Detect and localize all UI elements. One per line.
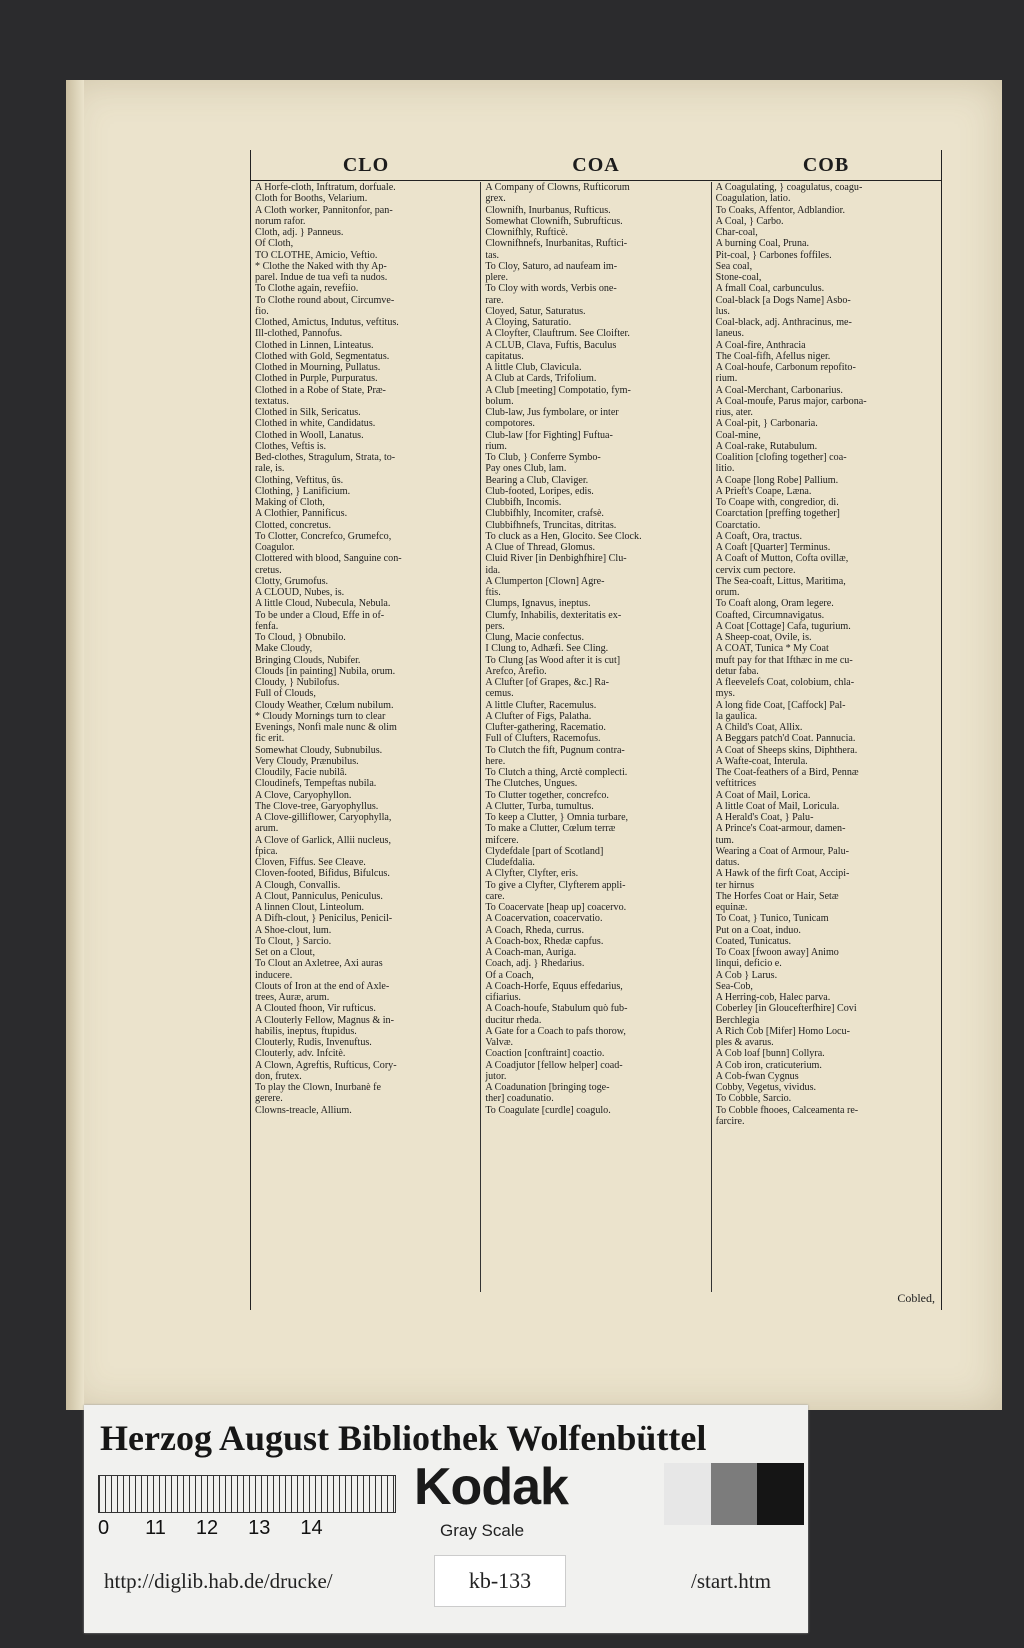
dictionary-entry-line: Berchlegia <box>715 1014 760 1026</box>
ruler-numbers <box>98 1517 398 1540</box>
dictionary-entry-line: Somewhat Cloudy, Subnubilus. <box>255 744 383 756</box>
dictionary-entry-line: A Coadunation [bringing toge- <box>485 1082 610 1093</box>
dictionary-entry-line: Bearing a Club, Claviger. <box>485 474 589 486</box>
dictionary-entry-line: rium. <box>485 440 507 452</box>
dictionary-entry-line: Cloudy, } Nubilofus. <box>255 677 340 688</box>
dictionary-entry-line: Cloudily, Facie nubilâ. <box>255 767 347 778</box>
dictionary-entry-line: Clouds [in painting] Nubila, orum. <box>255 665 396 677</box>
gray-swatches <box>664 1463 804 1525</box>
dictionary-entry-line: Coated, Tunicatus. <box>715 935 792 947</box>
dictionary-entry-line: A Clove-gilliflower, Caryophylla, <box>255 812 392 823</box>
dictionary-entry-line: fenfa. <box>255 620 279 632</box>
dictionary-entry-line: ther] coadunatio. <box>485 1093 554 1105</box>
dictionary-entry-line: A Prince's Coat-armour, damen- <box>715 823 846 835</box>
dictionary-entry-line: Make Cloudy, <box>255 643 313 655</box>
running-head-coa: COA <box>572 154 620 176</box>
dictionary-entry-line: To Coax [fwoon away] Animo <box>715 947 839 958</box>
dictionary-entry-line: A Clufter [of Grapes, &c.] Ra- <box>485 677 609 688</box>
dictionary-entry-line: To Cloy, Saturo, ad naufeam im- <box>485 260 618 272</box>
dictionary-entry-line: Clothed in Wooll, Lanatus. <box>255 429 364 441</box>
dictionary-entry-line: A Herald's Coat, } Palu- <box>715 812 814 823</box>
dictionary-entry-line: Making of Cloth, <box>255 497 325 508</box>
dictionary-entry-line: tas. <box>485 249 500 261</box>
dictionary-entry-line: A Coagulating, } coagulatus, coagu- <box>715 182 863 193</box>
dictionary-text-block <box>250 150 942 1310</box>
dictionary-entry-line: A Horfe-cloth, Inftratum, dorfuale. <box>255 182 396 193</box>
dictionary-entry-line: Cluid River [in Denbighfhire] Clu- <box>485 553 627 565</box>
dictionary-entry-line: A Coach, Rheda, currus. <box>485 924 584 936</box>
dictionary-entry-line: mys. <box>715 688 736 700</box>
dictionary-entry-line: Clung, Macie confectus. <box>485 632 584 643</box>
dictionary-entry-line: To Clung [as Wood after it is cut] <box>485 654 621 666</box>
dictionary-entry-line: mifcere. <box>485 834 519 846</box>
dictionary-entry-line: A Coal-moufe, Parus major, carbona- <box>715 395 867 407</box>
dictionary-entry-line: Coaction [conftraint] coactio. <box>485 1048 605 1060</box>
dictionary-entry-line: A Coach-Horfe, Equus effedarius, <box>485 980 623 992</box>
dictionary-entry-line: here. <box>485 755 506 767</box>
dictionary-entry-line: A Child's Coat, Allix. <box>715 722 803 733</box>
dictionary-entry-line: Coal-black, adj. Anthracinus, me- <box>715 317 852 328</box>
dictionary-entry-line: Clubbifhly, Incomiter, crafsè. <box>485 508 604 520</box>
dictionary-entry-line: A little Coat of Mail, Loricula. <box>715 800 840 812</box>
dictionary-entry-line: Cloth for Booths, Velarium. <box>255 193 368 205</box>
dictionary-entry-line: tum. <box>715 834 734 846</box>
dictionary-entry-line: la gaulica. <box>715 710 758 722</box>
dictionary-entry-line: To Coacervate [heap up] coacervo. <box>485 902 627 913</box>
dictionary-entry-line: To Clothe again, revefiio. <box>255 283 359 295</box>
dictionary-entry-line: Set on a Clout, <box>255 947 316 958</box>
dictionary-entry-line: A Coadjutor [fellow helper] coad- <box>485 1059 623 1071</box>
dictionary-entry-line: veftitrices <box>715 778 757 790</box>
dictionary-entry-line: Clothed in Purple, Purpuratus. <box>255 373 378 385</box>
dictionary-entry-line: Put on a Coat, induo. <box>715 924 801 936</box>
swatch-light <box>664 1463 711 1525</box>
ruler-number: 11 <box>145 1517 166 1539</box>
dictionary-entry-line: To Coaft along, Oram legere. <box>715 598 834 610</box>
dictionary-entry-line: A Clothier, Pannificus. <box>255 508 348 520</box>
dictionary-entry-line: Of a Coach, <box>485 969 534 981</box>
dictionary-entry-line: A Coat of Mail, Lorica. <box>715 789 811 801</box>
dictionary-entry-line: Clumfy, Inhabilis, dexteritatis ex- <box>485 609 622 621</box>
shelfmark: kb-133 <box>434 1555 566 1607</box>
dictionary-entry-line: A Coal-rake, Rutabulum. <box>715 440 818 452</box>
dictionary-entry-line: A Clouterly Fellow, Magnus & in- <box>255 1014 394 1026</box>
column-clo <box>251 182 480 1292</box>
dictionary-entry-line: lus. <box>715 305 730 317</box>
dictionary-entry-line: Clothing, Veftitus, ûs. <box>255 474 344 486</box>
dictionary-entry-line: To Coape with, congredior, di. <box>715 497 839 508</box>
dictionary-entry-line: Pay ones Club, lam. <box>485 463 567 475</box>
dictionary-entry-line: To be under a Cloud, Effe in of- <box>255 609 385 621</box>
dictionary-entry-line: trees, Auræ, arum. <box>255 992 330 1003</box>
dictionary-entry-line: Coagulation, latio. <box>715 193 791 205</box>
dictionary-entry-line: pers. <box>485 620 505 632</box>
dictionary-entry-line: Somewhat Clownifh, Subrufticus. <box>485 215 623 227</box>
dictionary-entry-line: bolum. <box>485 395 514 407</box>
dictionary-entry-line: A Coaft, Ora, tractus. <box>715 530 802 542</box>
dictionary-entry-line: A Herring-cob, Halec parva. <box>715 992 831 1003</box>
dictionary-entry-line: Clownifhly, Rufticè. <box>485 227 568 238</box>
dictionary-entry-line: cemus. <box>485 688 514 700</box>
dictionary-entry-line: ftis. <box>485 587 501 598</box>
dictionary-entry-line: Clouterly, adv. Infcitè. <box>255 1048 346 1060</box>
dictionary-entry-line: Clubbifhnefs, Truncitas, ditritas. <box>485 519 617 531</box>
dictionary-entry-line: To Cloud, } Obnubilo. <box>255 632 346 643</box>
dictionary-entry-line: To make a Clutter, Cœlum terræ <box>485 823 616 835</box>
dictionary-entry-line: jutor. <box>485 1070 507 1082</box>
dictionary-entry-line: Wearing a Coat of Armour, Palu- <box>715 845 849 857</box>
dictionary-entry-line: Clothes, Veftis is. <box>255 440 327 452</box>
dictionary-entry-line: Club-footed, Loripes, edis. <box>485 485 594 497</box>
dictionary-entry-line: Coalition [clofing together] coa- <box>715 452 847 463</box>
dictionary-columns <box>251 182 941 1292</box>
dictionary-entry-line: A Coaft of Mutton, Cofta ovillæ, <box>715 553 849 565</box>
dictionary-entry-line: textatus. <box>255 395 289 407</box>
dictionary-entry-line: A Clove of Garlick, Allii nucleus, <box>255 834 391 846</box>
dictionary-entry-line: To Cobble fhooes, Calceamenta re- <box>715 1104 859 1116</box>
dictionary-entry-line: A Coal, } Carbo. <box>715 215 784 227</box>
dictionary-entry-line: farcire. <box>715 1115 745 1127</box>
dictionary-entry-line: linqui, deficio e. <box>715 958 782 970</box>
dictionary-entry-line: A Clutter, Turba, tumultus. <box>485 800 594 812</box>
dictionary-entry-line: The Clove-tree, Garyophyllus. <box>255 800 379 812</box>
dictionary-entry-line: To play the Clown, Inurbanè fe <box>255 1082 381 1093</box>
dictionary-entry-line: To keep a Clutter, } Omnia turbare, <box>485 812 629 823</box>
dictionary-entry-line: A Coach-man, Auriga. <box>485 947 577 958</box>
dictionary-entry-line: fpica. <box>255 845 278 857</box>
column-coa <box>480 182 710 1292</box>
dictionary-entry-line: TO CLOTHE, Amicio, Veftio. <box>255 249 378 261</box>
dictionary-entry-line: Cobby, Vegetus, vividus. <box>715 1082 817 1093</box>
dictionary-entry-line: To Cloy with words, Verbis one- <box>485 283 617 295</box>
dictionary-entry-line: A Sheep-coat, Ovile, is. <box>715 632 812 643</box>
dictionary-entry-line: ida. <box>485 564 501 576</box>
dictionary-entry-line: A Coat [Cottage] Cafa, tugurium. <box>715 620 851 632</box>
dictionary-entry-line: To Coagulate [curdle] coagulo. <box>485 1104 611 1116</box>
dictionary-entry-line: A Clout, Panniculus, Peniculus. <box>255 890 383 902</box>
dictionary-entry-line: A Clue of Thread, Glomus. <box>485 542 596 553</box>
swatch-dark <box>757 1463 804 1525</box>
dictionary-entry-line: A Coal-pit, } Carbonaria. <box>715 418 818 430</box>
dictionary-entry-line: A little Club, Clavicula. <box>485 362 582 373</box>
dictionary-entry-line: Coagulor. <box>255 542 295 553</box>
dictionary-entry-line: Ill-clothed, Pannofus. <box>255 328 343 340</box>
dictionary-entry-line: rale, is. <box>255 463 285 475</box>
dictionary-entry-line: Clottered with blood, Sanguine con- <box>255 553 402 565</box>
dictionary-entry-line: habilis, ineptus, ftupidus. <box>255 1025 357 1037</box>
dictionary-entry-line: A Coaft [Quarter] Terminus. <box>715 542 831 553</box>
dictionary-entry-line: To Coat, } Tunico, Tunicam <box>715 913 829 925</box>
dictionary-entry-line: The Clutches, Ungues. <box>485 778 578 790</box>
dictionary-entry-line: A Cob } Larus. <box>715 969 778 981</box>
dictionary-entry-line: A Coach-box, Rhedæ capfus. <box>485 935 604 947</box>
dictionary-entry-line: Coafted, Circumnavigatus. <box>715 609 825 621</box>
dictionary-entry-line: Cloven, Fiffus. See Cleave. <box>255 857 366 868</box>
dictionary-entry-line: Coarctation [preffing together] <box>715 508 840 520</box>
dictionary-entry-line: A Prieft's Coape, Læna. <box>715 485 812 497</box>
dictionary-entry-line: Cloudy Weather, Cœlum nubilum. <box>255 699 394 711</box>
dictionary-entry-line: Arefco, Arefio. <box>485 665 547 677</box>
dictionary-entry-line: Char-coal, <box>715 227 758 238</box>
dictionary-entry-line: don, frutex. <box>255 1070 302 1082</box>
dictionary-entry-line: Sea coal, <box>715 260 753 272</box>
dictionary-entry-line: orum. <box>715 587 740 598</box>
dictionary-entry-line: compotores. <box>485 418 535 430</box>
dictionary-entry-line: A Cloth worker, Pannitonfor, pan- <box>255 204 393 216</box>
dictionary-entry-line: Clothed, Amictus, Indutus, veftitus. <box>255 317 399 328</box>
dictionary-entry-line: A Cob loaf [bunn] Collyra. <box>715 1048 825 1060</box>
dictionary-entry-line: A long fide Coat, [Caffock] Pal- <box>715 699 846 711</box>
dictionary-entry-line: * Cloudy Mornings turn to clear <box>255 710 386 722</box>
dictionary-entry-line: Clubbifh, Incomis. <box>485 497 562 508</box>
dictionary-entry-line: fic erit. <box>255 733 285 745</box>
url-suffix: /start.htm <box>691 1569 771 1593</box>
dictionary-entry-line: I Clung to, Adhæfi. See Cling. <box>485 643 609 655</box>
dictionary-entry-line: Cloyed, Satur, Saturatus. <box>485 305 586 317</box>
dictionary-entry-line: laneus. <box>715 328 744 340</box>
catchword: Cobled, <box>897 1291 935 1305</box>
column-cob <box>711 182 941 1292</box>
dictionary-entry-line: Clownifhnefs, Inurbanitas, Ruftici- <box>485 238 628 250</box>
dictionary-entry-line: cifiarius. <box>485 992 521 1003</box>
dictionary-entry-line: A COAT, Tunica * My Coat <box>715 643 829 655</box>
dictionary-entry-line: A Coat of Sheeps skins, Diphthera. <box>715 744 858 756</box>
dictionary-entry-line: Clotty, Grumofus. <box>255 575 329 587</box>
dictionary-entry-line: A Coacervation, coacervatio. <box>485 913 603 925</box>
dictionary-entry-line: Clothed in white, Candidatus. <box>255 418 376 430</box>
dictionary-entry-line: A Wafte-coat, Interula. <box>715 755 808 767</box>
dictionary-entry-line: Clothing, } Lanificium. <box>255 485 351 497</box>
dictionary-entry-line: The Sea-coaft, Littus, Maritima, <box>715 575 846 587</box>
dictionary-entry-line: To Clout, } Sarcio. <box>255 935 332 947</box>
dictionary-entry-line: muft pay for that Ifthæc in me cu- <box>715 654 853 666</box>
dictionary-entry-line: rius, ater. <box>715 407 753 418</box>
dictionary-entry-line: capitatus. <box>485 350 524 362</box>
dictionary-entry-line: A Cloying, Saturatio. <box>485 317 572 328</box>
dictionary-entry-line: Stone-coal, <box>715 272 762 283</box>
dictionary-entry-line: Coal-mine, <box>715 429 761 441</box>
dictionary-entry-line: A fmall Coal, carbunculus. <box>715 283 825 295</box>
color-scale-card <box>84 1405 808 1633</box>
dictionary-entry-line: ter hirnus <box>715 879 755 891</box>
dictionary-entry-line: A Clufter of Figs, Palatha. <box>485 710 592 722</box>
dictionary-entry-line: A little Cloud, Nubecula, Nebula. <box>255 598 391 610</box>
dictionary-entry-line: Club-law [for Fighting] Fuftua- <box>485 429 613 441</box>
dictionary-entry-line: A linnen Clout, Linteolum. <box>255 902 365 913</box>
dictionary-entry-line: To Clutch the fift, Pugnum contra- <box>485 744 625 756</box>
dictionary-entry-line: A Clyfter, Clyfter, eris. <box>485 868 579 880</box>
dictionary-entry-line: Cloudinefs, Tempeftas nubila. <box>255 778 377 790</box>
dictionary-entry-line: parel. Indue de tua vefi ta nudos. <box>255 272 388 283</box>
measuring-ruler <box>98 1475 396 1513</box>
dictionary-entry-line: gerere. <box>255 1093 283 1105</box>
dictionary-entry-line: A Shoe-clout, lum. <box>255 924 332 936</box>
dictionary-entry-line: A Beggars patch'd Coat. Pannucia. <box>715 733 856 745</box>
dictionary-entry-line: A Clouted fhoon, Vir rufticus. <box>255 1003 376 1015</box>
dictionary-entry-line: plere. <box>485 272 509 283</box>
dictionary-entry-line: A CLOUD, Nubes, is. <box>255 587 345 598</box>
dictionary-entry-line: cervix cum pectore. <box>715 564 796 576</box>
dictionary-entry-line: Clufter-gathering, Racematio. <box>485 722 606 733</box>
dictionary-entry-line: A CLUB, Clava, Fuftis, Baculus <box>485 339 617 351</box>
dictionary-entry-line: Clydefdale [part of Scotland] <box>485 845 604 857</box>
dictionary-entry-line: A Club [meeting] Compotatio, fym- <box>485 384 631 396</box>
dictionary-entry-line: Clouts of Iron at the end of Axle- <box>255 980 390 992</box>
dictionary-entry-line: litio. <box>715 463 735 475</box>
dictionary-entry-line: A Coal-houfe, Carbonum repofito- <box>715 362 856 373</box>
dictionary-entry-line: Of Cloth, <box>255 238 294 250</box>
dictionary-entry-line: Bringing Clouds, Nubifer. <box>255 654 361 666</box>
dictionary-entry-line: Clothed in Mourning, Pullatus. <box>255 362 381 373</box>
dictionary-entry-line: To Clutter together, concrefco. <box>485 789 609 801</box>
dictionary-entry-line: To Clutch a thing, Arctè complecti. <box>485 767 628 778</box>
kodak-logo: Kodak <box>414 1458 568 1516</box>
dictionary-entry-line: Clotted, concretus. <box>255 519 331 531</box>
dictionary-entry-line: arum. <box>255 823 279 835</box>
dictionary-entry-line: Evenings, Nonfi male nunc & olim <box>255 722 397 733</box>
running-head-clo: CLO <box>342 154 390 176</box>
dictionary-entry-line: fio. <box>255 305 269 317</box>
dictionary-entry-line: Club-law, Jus fymbolare, or inter <box>485 407 619 418</box>
dictionary-entry-line: To give a Clyfter, Clyfterem appli- <box>485 879 626 891</box>
dictionary-entry-line: The Coat-feathers of a Bird, Pennæ <box>715 767 859 778</box>
dictionary-entry-line: Clothed in Silk, Sericatus. <box>255 407 361 418</box>
dictionary-entry-line: cretus. <box>255 564 282 576</box>
ruler-number: 13 <box>248 1517 271 1539</box>
dictionary-entry-line: datus. <box>715 857 740 868</box>
url-prefix: http://diglib.hab.de/drucke/ <box>104 1569 333 1593</box>
dictionary-entry-line: A Clown, Agreftis, Rufticus, Cory- <box>255 1059 397 1071</box>
dictionary-entry-line: A Hawk of the firft Coat, Accipi- <box>715 868 850 880</box>
dictionary-entry-line: To Clothe round about, Circumve- <box>255 294 395 306</box>
dictionary-entry-line: A fleevelefs Coat, colobium, chla- <box>715 677 855 688</box>
dictionary-entry-line: Clothed in a Robe of State, Præ- <box>255 384 386 396</box>
dictionary-entry-line: The Horfes Coat or Hair, Setæ <box>715 890 839 902</box>
dictionary-entry-line: A Coal-Merchant, Carbonarius. <box>715 384 843 396</box>
dictionary-entry-line: ducitur rheda. <box>485 1014 542 1026</box>
dictionary-entry-line: A Clove, Caryophyllon. <box>255 789 352 801</box>
dictionary-entry-line: Clownifh, Inurbanus, Rufticus. <box>485 204 611 216</box>
dictionary-entry-line: Pit-coal, } Carbones foffiles. <box>715 249 832 261</box>
dictionary-entry-line: To Cobble, Sarcio. <box>715 1093 792 1105</box>
dictionary-entry-line: rare. <box>485 294 504 306</box>
dictionary-entry-line: inducere. <box>255 969 293 981</box>
ruler-number: 14 <box>300 1517 323 1539</box>
dictionary-entry-line: ples & avarus. <box>715 1037 774 1048</box>
dictionary-entry-line: care. <box>485 890 505 902</box>
dictionary-entry-line: A Club at Cards, Trifolium. <box>485 373 597 385</box>
page-gutter <box>66 80 84 1410</box>
dictionary-entry-line: To Clotter, Concrefco, Grumefco, <box>255 530 392 542</box>
dictionary-entry-line: A Coape [long Robe] Pallium. <box>715 474 839 486</box>
dictionary-entry-line: Clowns-treacle, Allium. <box>255 1104 352 1116</box>
dictionary-entry-line: Very Cloudy, Prænubilus. <box>255 755 359 767</box>
dictionary-entry-line: To cluck as a Hen, Glocito. See Clock. <box>485 530 642 542</box>
dictionary-entry-line: grex. <box>485 193 506 205</box>
dictionary-entry-line: A Rich Cob [Mifer] Homo Locu- <box>715 1025 850 1037</box>
dictionary-entry-line: A Company of Clowns, Rufticorum <box>485 182 630 193</box>
dictionary-entry-line: equinæ. <box>715 902 748 913</box>
dictionary-entry-line: A Cob iron, craticuterium. <box>715 1059 822 1071</box>
running-heads <box>251 150 941 181</box>
dictionary-entry-line: Cloven-footed, Bifidus, Bifulcus. <box>255 868 390 880</box>
swatch-mid <box>711 1463 758 1525</box>
dictionary-entry-line: Sea-Cob, <box>715 980 753 992</box>
dictionary-entry-line: detur faba. <box>715 665 759 677</box>
dictionary-entry-line: Coal-black [a Dogs Name] Asbo- <box>715 294 851 306</box>
dictionary-entry-line: A little Clufter, Racemulus. <box>485 699 597 711</box>
dictionary-entry-line: To Clout an Axletree, Axi auras <box>255 958 383 970</box>
dictionary-entry-line: Clumps, Ignavus, ineptus. <box>485 598 591 610</box>
dictionary-entry-line: Coarctatio. <box>715 519 761 531</box>
dictionary-entry-line: Cludefdalia. <box>485 857 535 868</box>
dictionary-entry-line: A Difh-clout, } Penicilus, Penicil- <box>255 913 393 925</box>
dictionary-entry-line: Full of Clouds, <box>255 688 316 700</box>
dictionary-entry-line: Valvæ. <box>485 1037 514 1048</box>
dictionary-entry-line: To Coaks, Affentor, Adblandior. <box>715 204 846 216</box>
dictionary-entry-line: The Coal-fifh, Afellus niger. <box>715 350 831 362</box>
dictionary-entry-line: A burning Coal, Pruna. <box>715 238 810 250</box>
dictionary-entry-line: rium. <box>715 373 738 385</box>
gray-scale-label: Gray Scale <box>440 1521 525 1540</box>
dictionary-entry-line: A Cloyfter, Clauftrum. See Cloifter. <box>485 328 630 340</box>
dictionary-entry-line: Clouterly, Rudis, Invenuftus. <box>255 1037 372 1048</box>
dictionary-entry-line: To Club, } Conferre Symbo- <box>485 452 601 463</box>
dictionary-entry-line: A Clumperton [Clown] Agre- <box>485 575 605 587</box>
dictionary-entry-line: Clothed with Gold, Segmentatus. <box>255 350 390 362</box>
dictionary-entry-line: A Clough, Convallis. <box>255 879 341 891</box>
dictionary-entry-line: Cloth, adj. } Panneus. <box>255 227 344 238</box>
dictionary-entry-line: * Clothe the Naked with thy Ap- <box>255 260 387 272</box>
dictionary-entry-line: Bed-clothes, Stragulum, Strata, to- <box>255 452 396 463</box>
dictionary-entry-line: A Coal-fire, Anthracia <box>715 339 806 351</box>
ruler-number: 0 <box>98 1517 110 1539</box>
dictionary-entry-line: A Coach-houfe, Stabulum quò fub- <box>485 1003 628 1015</box>
dictionary-entry-line: A Cob-fwan Cygnus <box>715 1070 799 1082</box>
dictionary-entry-line: A Gate for a Coach to pafs thorow, <box>485 1025 626 1037</box>
library-name: Herzog August Bibliothek Wolfenbüttel <box>100 1418 707 1458</box>
dictionary-entry-line: Full of Clufters, Racemofus. <box>485 733 601 745</box>
dictionary-entry-line: Coach, adj. } Rhedarius. <box>485 958 585 970</box>
dictionary-entry-line: norum rafor. <box>255 215 306 227</box>
dictionary-entry-line: Coberley [in Gloucefterfhire] Covi <box>715 1003 857 1015</box>
ruler-number: 12 <box>195 1517 219 1539</box>
running-head-cob: COB <box>802 154 850 176</box>
dictionary-entry-line: Clothed in Linnen, Linteatus. <box>255 339 374 351</box>
